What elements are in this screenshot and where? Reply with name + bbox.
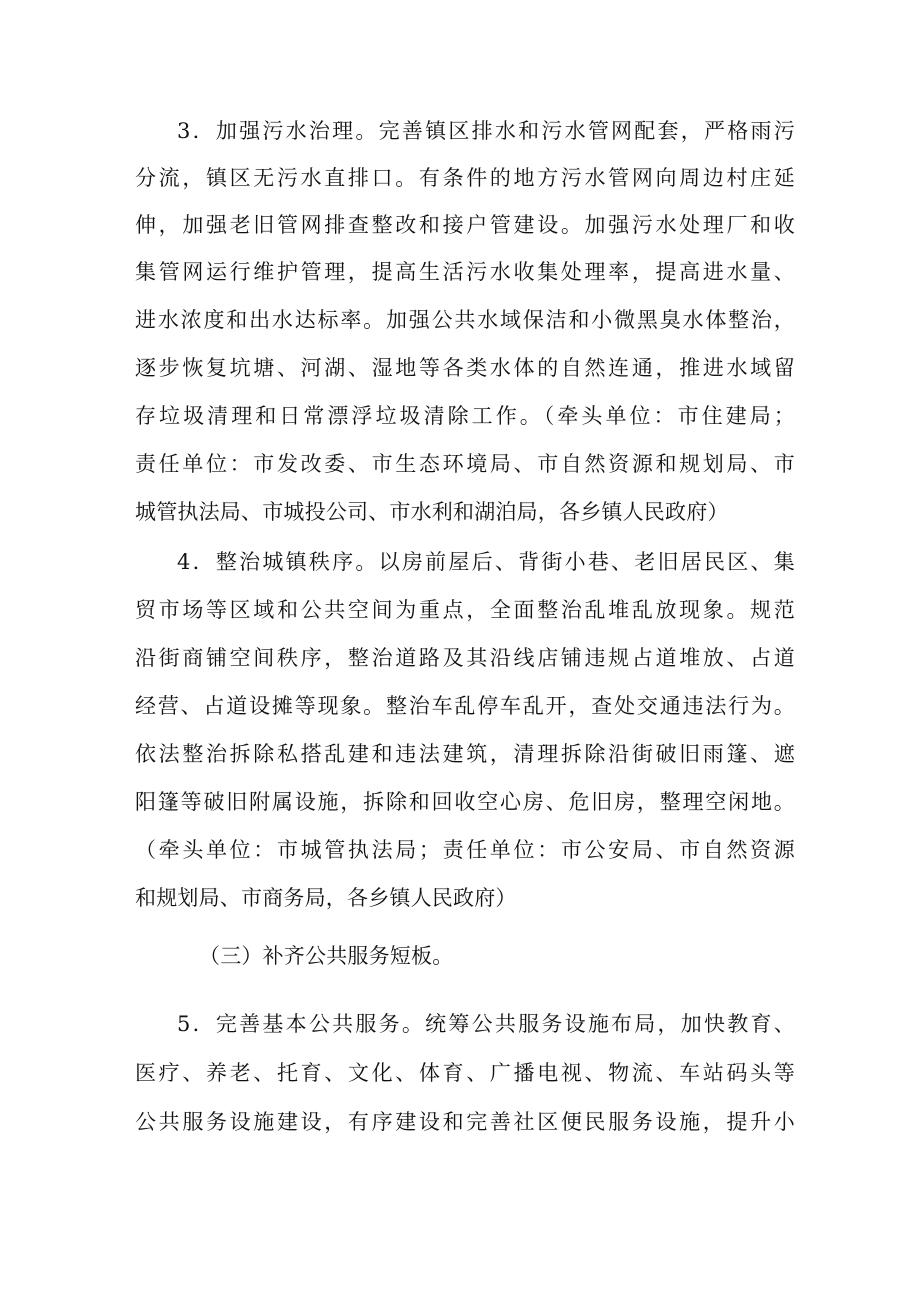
text-line: 5．完善基本公共服务。统筹公共服务设施布局，加快教育、 [177, 1012, 795, 1036]
section-heading: （三）补齐公共服务短板。 [199, 944, 454, 968]
text-line: 沿街商铺空间秩序，整治道路及其沿线店铺违规占道堆放、占道 [135, 646, 795, 670]
text-line: 存垃圾清理和日常漂浮垃圾清除工作。（牵头单位：市住建局； [135, 404, 795, 428]
text-line: 贸市场等区域和公共空间为重点，全面整治乱堆乱放现象。规范 [135, 598, 795, 622]
text-line: 4．整治城镇秩序。以房前屋后、背街小巷、老旧居民区、集 [177, 550, 795, 574]
text-line: 分流，镇区无污水直排口。有条件的地方污水管网向周边村庄延 [135, 166, 795, 190]
text-line: （牵头单位：市城管执法局；责任单位：市公安局、市自然资源 [135, 838, 795, 862]
text-line: 依法整治拆除私搭乱建和违法建筑，清理拆除沿街破旧雨篷、遮 [135, 742, 795, 766]
text-line: 和规划局、市商务局，各乡镇人民政府） [135, 886, 517, 910]
text-line: 城管执法局、市城投公司、市水利和湖泊局，各乡镇人民政府） [135, 500, 729, 524]
text-line: 逐步恢复坑塘、河湖、湿地等各类水体的自然连通，推进水域留 [135, 356, 795, 380]
text-line: 伸，加强老旧管网排查整改和接户管建设。加强污水处理厂和收 [135, 213, 795, 237]
text-line: 责任单位：市发改委、市生态环境局、市自然资源和规划局、市 [135, 452, 795, 476]
text-line: 医疗、养老、托育、文化、体育、广播电视、物流、车站码头等 [135, 1061, 795, 1085]
text-line: 3．加强污水治理。完善镇区排水和污水管网配套，严格雨污 [177, 119, 795, 143]
text-line: 阳篷等破旧附属设施，拆除和回收空心房、危旧房，整理空闲地。 [135, 790, 795, 814]
text-line: 进水浓度和出水达标率。加强公共水域保洁和小微黑臭水体整治， [135, 308, 795, 332]
text-line: 集管网运行维护管理，提高生活污水收集处理率，提高进水量、 [135, 260, 795, 284]
text-line: 经营、占道设摊等现象。整治车乱停车乱开，查处交通违法行为。 [135, 694, 795, 718]
text-line: 公共服务设施建设，有序建设和完善社区便民服务设施，提升小 [135, 1110, 795, 1134]
